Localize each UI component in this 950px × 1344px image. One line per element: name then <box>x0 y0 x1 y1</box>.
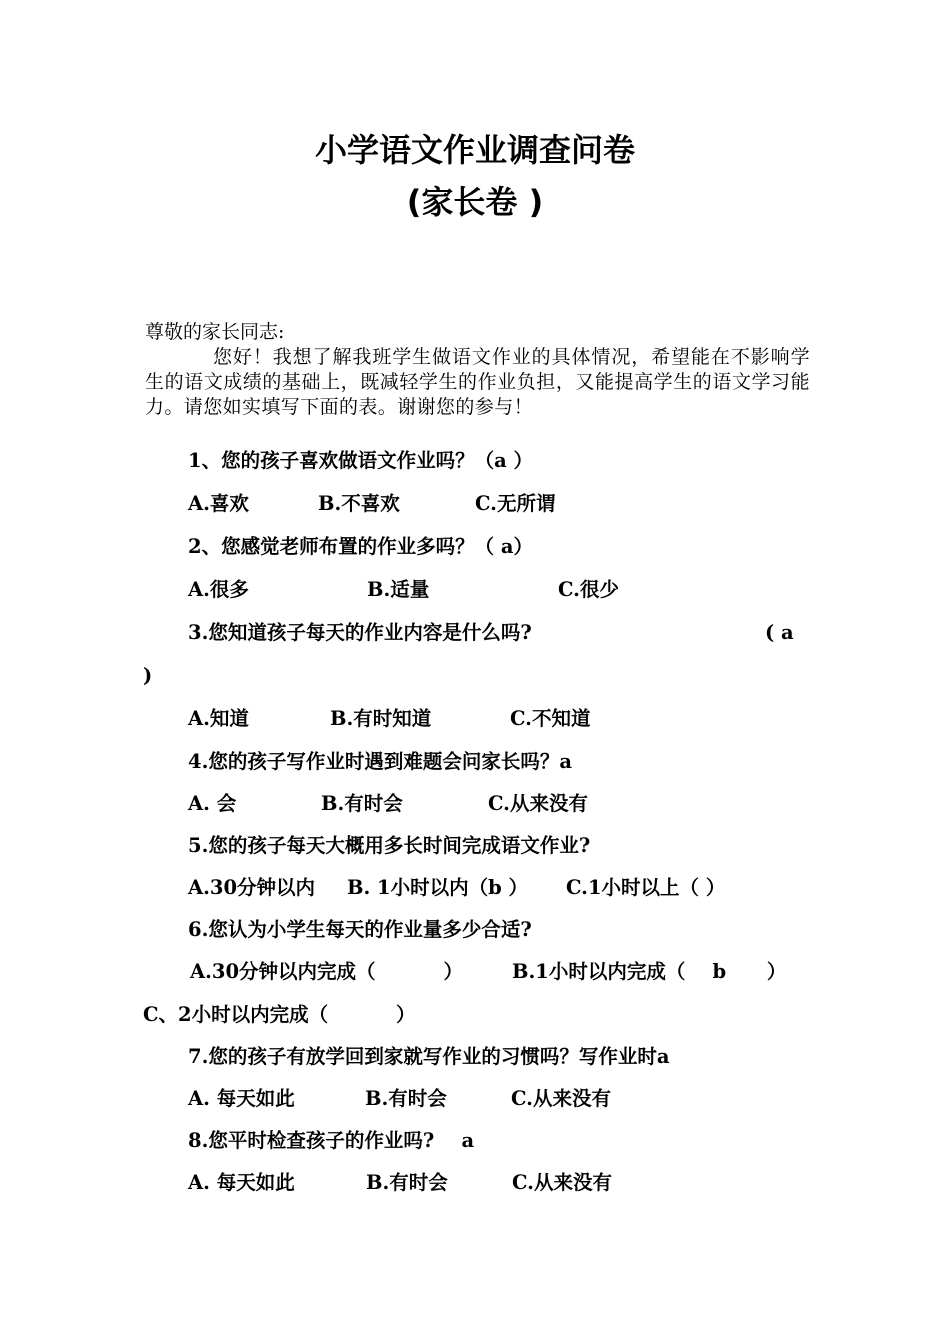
question-1: 1、您的孩子喜欢做语文作业吗？（a ） <box>188 449 533 472</box>
question-7-option-c: C.从来没有 <box>511 1087 611 1110</box>
page-title: 小学语文作业调查问卷 <box>314 131 635 169</box>
question-3-answer: ( a <box>765 621 794 644</box>
question-5-option-a: A.30分钟以内 <box>188 876 316 899</box>
page-subtitle: (家长卷 ) <box>406 183 544 221</box>
question-7-option-a: A. 每天如此 <box>188 1087 295 1110</box>
question-5: 5.您的孩子每天大概用多长时间完成语文作业? <box>188 834 591 857</box>
question-6-option-b: B.1小时以内完成（ b ） <box>512 960 787 983</box>
question-3-option-b: B.有时知道 <box>330 707 432 730</box>
question-3-option-a: A.知道 <box>188 707 249 730</box>
question-7-option-b: B.有时会 <box>365 1087 447 1110</box>
question-7: 7.您的孩子有放学回到家就写作业的习惯吗？写作业时a <box>188 1045 670 1068</box>
question-8: 8.您平时检查孩子的作业吗? a <box>188 1129 475 1152</box>
greeting: 尊敬的家长同志: <box>145 321 285 343</box>
question-3-option-c: C.不知道 <box>510 707 591 730</box>
question-6-option-c: C、2小时以内完成（ ） <box>143 1003 416 1026</box>
question-8-option-c: C.从来没有 <box>512 1171 612 1194</box>
question-4: 4.您的孩子写作业时遇到难题会问家长吗？a <box>188 750 572 773</box>
question-5-option-c: C.1小时以上（ ） <box>566 876 726 899</box>
question-4-option-b: B.有时会 <box>321 792 403 815</box>
question-2: 2、您感觉老师布置的作业多吗？（ a） <box>188 535 533 558</box>
question-8-option-b: B.有时会 <box>366 1171 448 1194</box>
question-6-option-a: A.30分钟以内完成（ ） <box>190 960 463 983</box>
question-3: 3.您知道孩子每天的作业内容是什么吗? <box>188 621 532 644</box>
question-5-option-b: B. 1小时以内（b ） <box>347 876 529 899</box>
question-4-option-a: A. 会 <box>188 792 237 815</box>
question-2-option-a: A.很多 <box>188 578 249 601</box>
question-1-option-c: C.无所谓 <box>475 492 556 515</box>
question-2-option-c: C.很少 <box>558 578 619 601</box>
question-6: 6.您认为小学生每天的作业量多少合适? <box>188 918 532 941</box>
question-1-option-b: B.不喜欢 <box>318 492 400 515</box>
question-4-option-c: C.从来没有 <box>488 792 588 815</box>
question-8-option-a: A. 每天如此 <box>188 1171 295 1194</box>
question-2-option-b: B.适量 <box>367 578 430 601</box>
question-3-answer-close: ) <box>143 664 153 687</box>
intro-paragraph: 您好！我想了解我班学生做语文作业的具体情况，希望能在不影响学生的语文成绩的基础上，既减轻学生的作业负担，又能提高学生的语文学习能力。请您如实填写下面的表。谢谢您的参与！ <box>145 346 810 418</box>
question-1-option-a: A.喜欢 <box>188 492 249 515</box>
